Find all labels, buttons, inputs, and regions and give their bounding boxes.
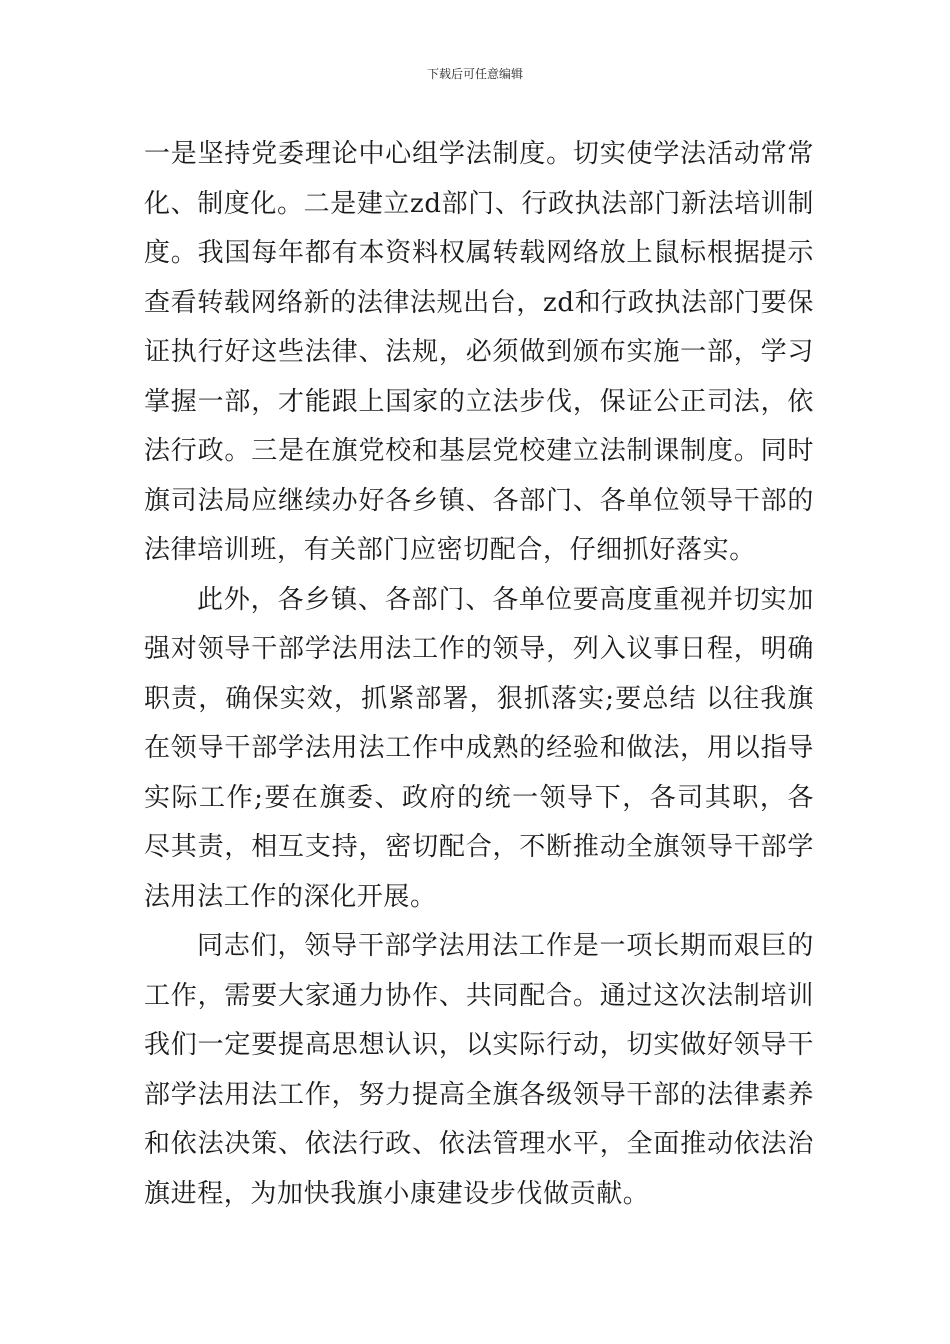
page-header-note: 下载后可任意编辑 [426,67,523,81]
document-body [144,130,814,1219]
paragraph-3: 同志们，领导干部学法用法工作是一项长期而艰巨的工作，需要大家通力协作、共同配合。通过这次法制培训我们一定要提高思想认识，以实际行动，切实做好领导干部学法用法工作，努力提高全旗各级领导干部的法律素养和依法决策、依法行政、依法管理水平，全面推动依法治旗进程，为加快我旗小康建设步伐做贡献。 [144,931,814,1209]
paragraph-2: 此外，各乡镇、各部门、各单位要高度重视并切实加强对领导干部学法用法工作的领导，列入议事日程，明确职责，确保实效，抓紧部署，狠抓落实;要总结 以往我旗在领导干部学法用法工作中成熟的经验和做法，用以指导实际工作;要在旗委、政府的统一领导下，各司其职，各尽其责，相互支持，密切配合，不断推动全旗领导干部学法用法工作的深化开展。 [144,584,814,912]
paragraph-1: 一是坚持党委理论中心组学法制度。切实使学法活动常常化、制度化。二是建立zd部门、行政执法部门新法培训制度。我国每年都有本资料权属转载网络放上鼠标根据提示查看转载网络新的法律法规出台，zd和行政执法部门要保证执行好这些法律、法规，必须做到颁布实施一部，学习掌握一部，才能跟上国家的立法步伐，保证公正司法，依法行政。三是在旗党校和基层党校建立法制课制度。同时旗司法局应继续办好各乡镇、各部门、各单位领导干部的法律培训班，有关部门应密切配合，仔细抓好落实。 [144,139,814,565]
